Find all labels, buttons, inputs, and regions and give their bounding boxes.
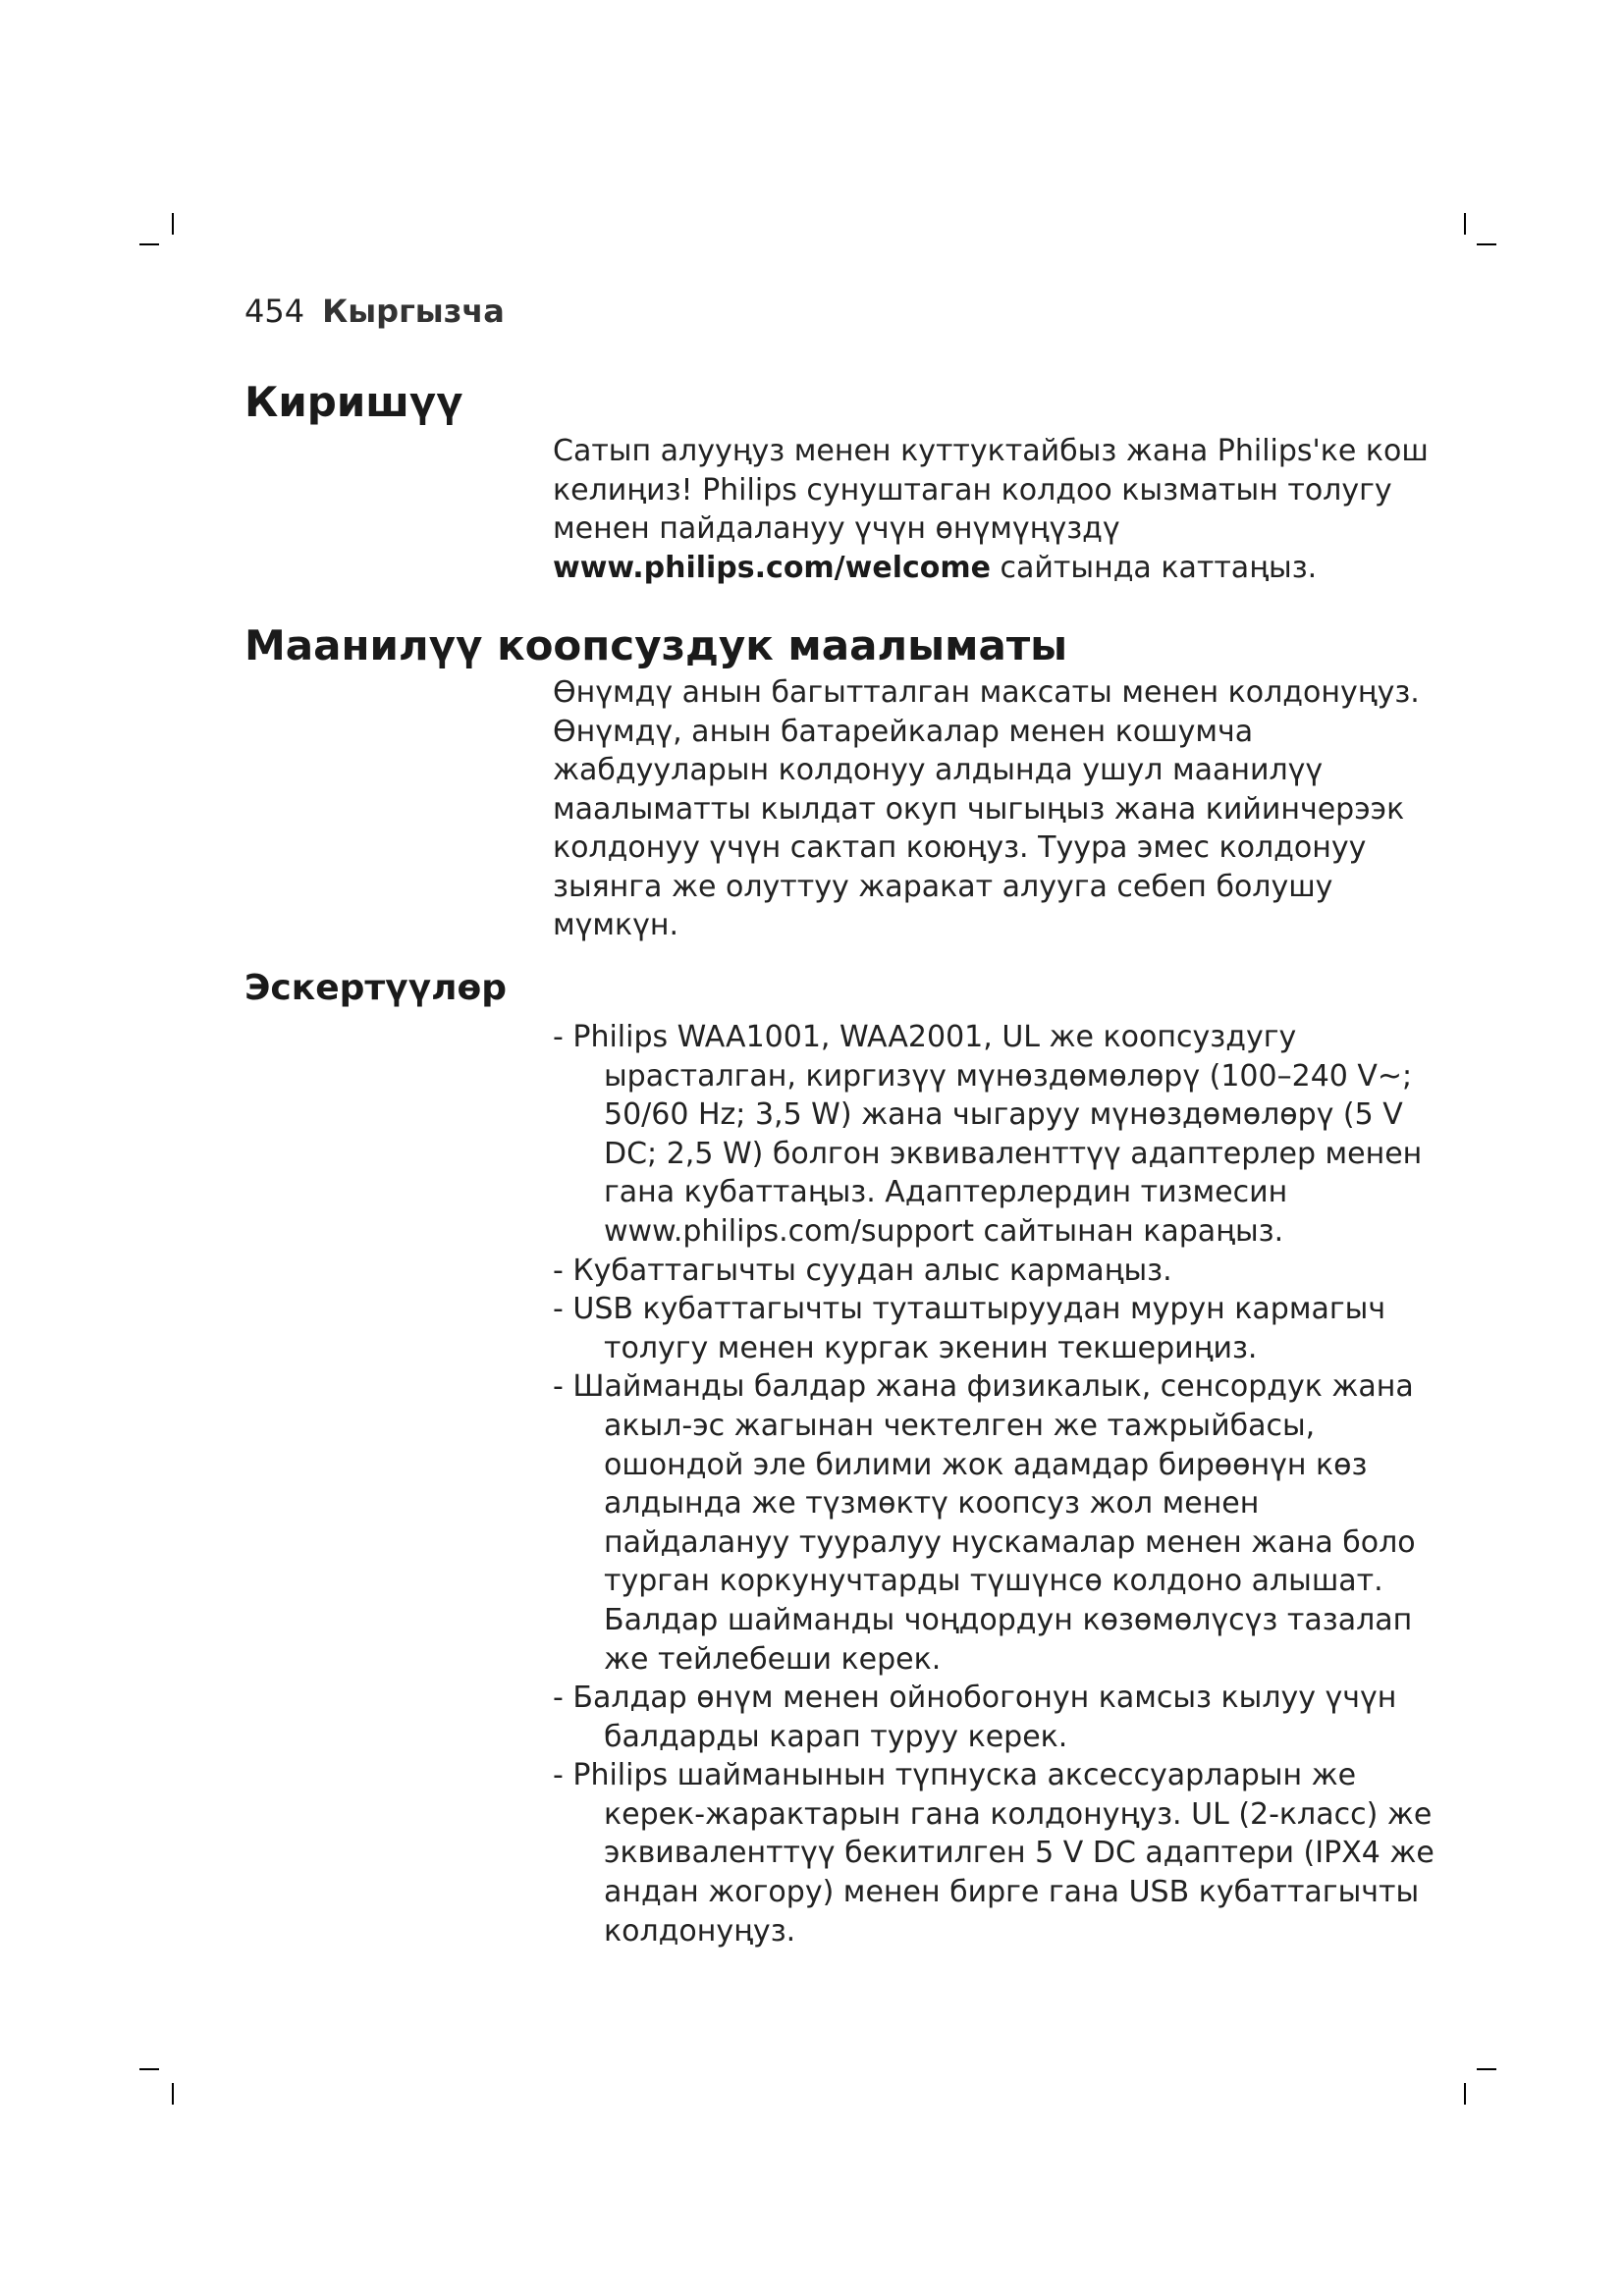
crop-mark-bottom-right-v	[1464, 2083, 1466, 2105]
warning-item: - Кубаттагычты суудан алыс кармаңыз.	[553, 1253, 1172, 1288]
crop-mark-bottom-left-h	[139, 2068, 159, 2070]
intro-text-start: Сатып алууңуз менен куттуктайбыз жана Philips'ке кош келиңиз! Philips сунуштаган колдоо кызматын толугу менен пайдалануу үчүн өнүмүңүздү	[553, 434, 1429, 546]
intro-text-end: сайтында каттаңыз.	[991, 550, 1318, 585]
page-number: 454	[244, 293, 305, 330]
warning-item: - Philips WAA1001, WAA2001, UL же коопсуздугу ырасталган, киргизүү мүнөздөмөлөрү (100–240 V~; 50/60 Hz; 3,5 W) жана чыгаруу мүнөздөмөлөрү (5 V DC; 2,5 W) болгон эквиваленттүү адаптерлер менен гана кубаттаңыз. Адаптерлердин тизмесин www.philips.com/support сайтынан караңыз.	[553, 1020, 1423, 1249]
crop-mark-top-right-h	[1477, 243, 1496, 245]
safety-paragraph: Өнүмдү анын багытталган максаты менен колдонуңуз. Өнүмдү, анын батарейкалар менен кошумча жабдууларын колдонуу алдында ушул маанилүү маалыматты кылдат окуп чыгыңыз жана кийинчерээк колдонуу үчүн сактап коюңуз. Туура эмес колдонуу зыянга же олуттуу жаракат алууга себеп болушу мүмкүн.	[553, 675, 1420, 942]
intro-paragraph	[553, 432, 1436, 587]
warnings-list	[553, 1018, 1436, 1950]
crop-mark-bottom-left-v	[172, 2083, 174, 2105]
safety-title: Маанилүү коопсуздук маалыматы	[244, 621, 1068, 669]
warning-item: - USB кубаттагычты туташтыруудан мурун кармагыч толугу менен кургак экенин текшериңиз.	[553, 1292, 1386, 1365]
welcome-url: www.philips.com/welcome	[553, 550, 991, 585]
crop-mark-bottom-right-h	[1477, 2068, 1496, 2070]
warning-item: - Шайманды балдар жана физикалык, сенсордук жана акыл-эс жагынан чектелген же тажрыйбасы, ошондой эле билими жок адамдар бирөөнүн көз алдында же түзмөктү коопсуз жол менен пайдалануу тууралуу нускамалар менен жана боло турган коркунучтарды түшүнсө колдоно алышат. Балдар шайманды чоңдордун көзөмөлүсүз тазалап же тейлебеши керек.	[553, 1369, 1416, 1677]
crop-mark-top-left-h	[139, 243, 159, 245]
language-label: Кыргызча	[322, 293, 505, 330]
warning-item: - Philips шайманынын түпнуска аксессуарларын же керек-жарактарын гана колдонуңуз. UL (2-класс) же эквиваленттүү бекитилген 5 V DC адаптери (IPX4 же андан жогору) менен бирге гана USB кубаттагычты колдонуңуз.	[553, 1758, 1435, 1949]
intro-title: Киришүү	[244, 378, 463, 426]
warning-item: - Балдар өнүм менен ойнобогонун камсыз кылуу үчүн балдарды карап туруу керек.	[553, 1681, 1397, 1754]
running-header	[244, 292, 505, 331]
crop-mark-top-right-v	[1464, 213, 1466, 235]
warnings-title: Эскертүүлөр	[244, 968, 508, 1008]
crop-mark-top-left-v	[172, 213, 174, 235]
